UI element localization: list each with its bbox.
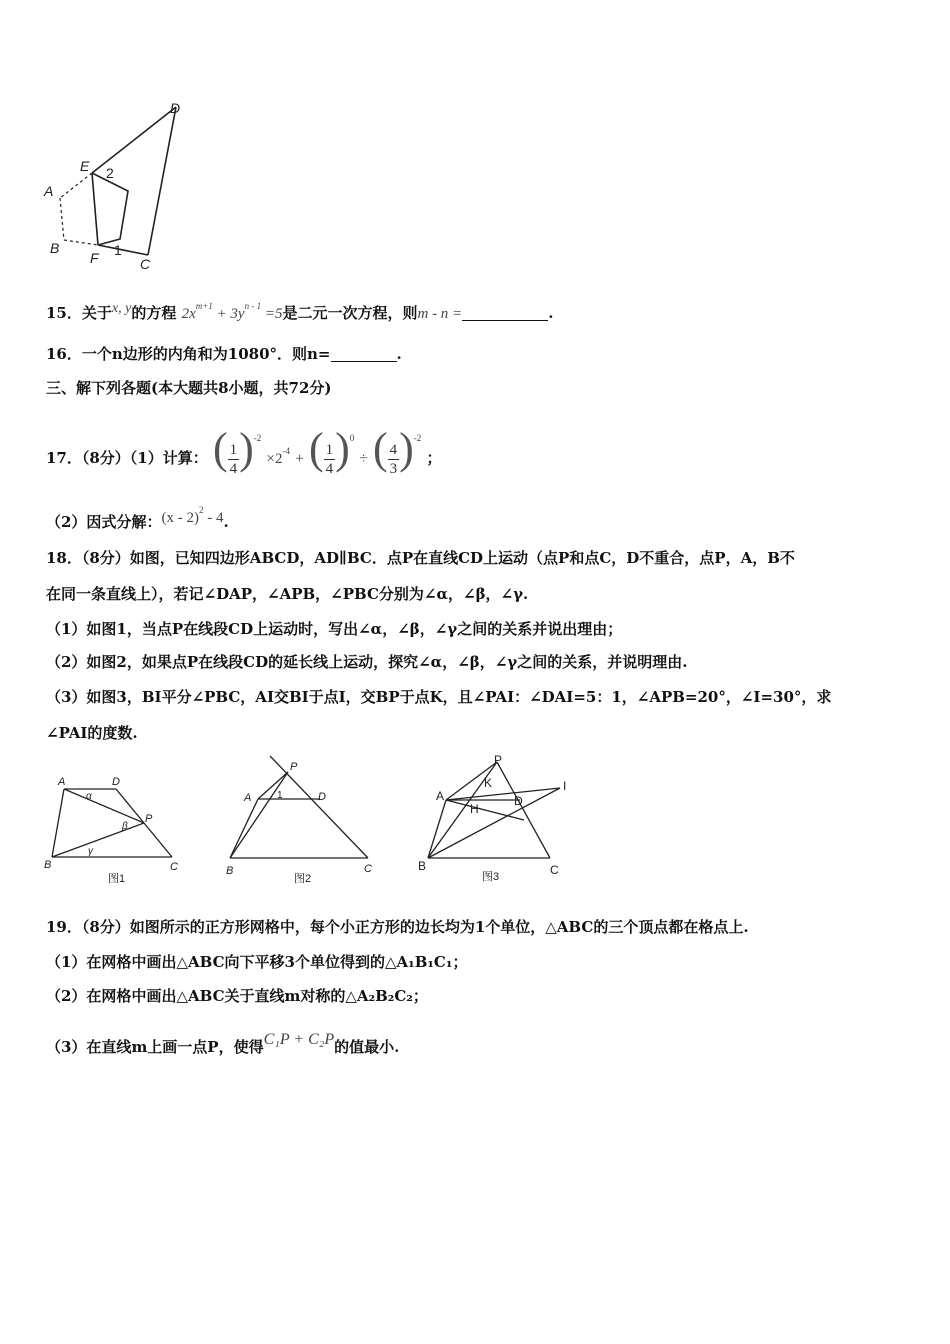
q16-answer-blank[interactable] [331, 347, 397, 362]
fig2-line-PC [270, 756, 368, 858]
exp-4: -2 [413, 433, 422, 443]
q15-equation [181, 301, 283, 322]
q15-rhs: =5 [261, 306, 283, 322]
paren-open-3: ( [372, 424, 388, 473]
q15-expr: m - n = [417, 306, 463, 322]
fig1-label-A: A [58, 776, 66, 788]
fraction-2 [324, 441, 336, 478]
q17-part2-prefix: （2）因式分解： [46, 513, 162, 531]
angle-label-2: 2 [106, 165, 114, 181]
question-16 [46, 344, 402, 364]
fig3-label-K: K [484, 776, 493, 790]
paren-open-2: ( [308, 424, 324, 473]
fig2-label-D: D [318, 791, 326, 803]
fig2-label-B: B [226, 865, 234, 877]
q15-prefix: 15．关于 [46, 304, 112, 322]
exp-1: -2 [253, 433, 262, 443]
question-18-line-3 [46, 619, 622, 639]
section-3-heading [46, 378, 332, 398]
fraction-1-den: 4 [229, 460, 238, 477]
fig1-caption: 图1 [108, 873, 126, 884]
q16-end: . [396, 345, 402, 363]
fig2-line-BP [230, 772, 288, 858]
q18-line6: ∠PAI的度数. [46, 724, 138, 742]
q17-part2-tail: - 4 [203, 510, 224, 526]
fraction-3 [388, 441, 400, 478]
q19-line4-suffix: 的值最小. [334, 1038, 400, 1056]
fig3-label-P: P [494, 753, 503, 767]
q17-prefix: 17．（8分）（1）计算： [46, 449, 208, 467]
q15-term-a: 2x [181, 306, 196, 322]
fig1-label-P: P [145, 813, 153, 825]
q18-line4: （2）如图2，如果点P在线段CD的延长线上运动，探究∠α，∠β，∠γ之间的关系，并说明理由. [46, 653, 688, 671]
question-17-part-2 [46, 500, 229, 532]
dashed-AB [60, 198, 64, 240]
fig1-line-AB [52, 789, 64, 857]
q15-exp-a: m+1 [195, 301, 213, 311]
q19-line4-expr: C₁P + C₂P [263, 1031, 335, 1048]
q19-line1: 19．（8分）如图所示的正方形网格中，每个小正方形的边长均为1个单位，△ABC的三个顶点都在格点上. [46, 918, 749, 936]
fig2-caption: 图2 [294, 873, 312, 884]
label-E: E [80, 158, 90, 174]
figure-quadrilateral-fold [40, 95, 190, 275]
fig1-line-AP [64, 789, 144, 823]
fraction-3-num: 4 [389, 441, 398, 458]
fraction-1 [228, 441, 240, 478]
angle-label-1: 1 [114, 242, 122, 258]
label-C: C [140, 256, 151, 272]
exp-2: -4 [282, 446, 290, 456]
q19-line2: （1）在网格中画出△ABC向下平移3个单位得到的△A₁B₁C₁； [46, 953, 468, 971]
fraction-2-den: 4 [325, 460, 334, 477]
plus-sign: + [295, 451, 304, 467]
q18-line2: 在同一条直线上），若记∠DAP，∠APB，∠PBC分别为∠α，∠β，∠γ. [46, 585, 529, 603]
fig1-label-alpha: α [86, 791, 92, 802]
paren-open-1: ( [212, 424, 228, 473]
dashed-EA [60, 173, 92, 198]
fig1-label-C: C [170, 861, 178, 873]
q15-vars: x, y [111, 301, 132, 316]
q19-line3: （2）在网格中画出△ABC关于直线m对称的△A₂B₂C₂； [46, 987, 428, 1005]
fraction-1-num: 1 [229, 441, 238, 458]
q17-part2-exp: 2 [198, 505, 204, 515]
figure-2 [220, 752, 390, 884]
label-B: B [50, 240, 60, 256]
divide-sign: ÷ [359, 451, 368, 467]
question-18-line-1 [46, 548, 795, 568]
fig3-label-D: D [514, 794, 523, 808]
question-17 [46, 414, 442, 477]
fig3-label-C: C [550, 863, 559, 877]
figure-1 [40, 772, 190, 884]
paren-close-1: ) [239, 424, 254, 473]
paren-close-3: ) [399, 424, 414, 473]
fig1-label-beta: β [122, 821, 128, 832]
line-ED [92, 107, 176, 173]
q15-end: . [548, 304, 554, 322]
label-A: A [44, 183, 54, 199]
fig2-label-P: P [290, 761, 298, 773]
q19-line4-prefix: （3）在直线m上画一点P，使得 [46, 1038, 264, 1056]
fig2-line-AB [230, 799, 258, 858]
fraction-3-den: 3 [389, 460, 398, 477]
fig1-label-D: D [112, 776, 120, 788]
q16-text: 16．一个n边形的内角和为1080°．则n= [46, 345, 331, 363]
question-19-line-1 [46, 917, 749, 937]
question-18-line-6 [46, 723, 138, 743]
question-18-line-2 [46, 584, 528, 604]
dashed-BF [64, 240, 98, 245]
line-DC [148, 107, 176, 255]
fig3-label-I: I [563, 779, 567, 793]
label-D: D [170, 100, 181, 116]
fig1-label-B: B [44, 859, 52, 871]
fig3-label-B: B [418, 859, 427, 873]
fig3-line-PC [497, 762, 550, 858]
line-FC [98, 245, 148, 255]
section-3-text: 三、解下列各题(本大题共8小题，共72分) [46, 379, 332, 397]
figure-3 [410, 752, 580, 884]
paren-close-2: ) [335, 424, 350, 473]
question-19-line-4 [46, 1030, 399, 1057]
question-19-line-3 [46, 986, 428, 1006]
q17-end: ； [426, 449, 442, 467]
fig2-label-C: C [364, 863, 372, 875]
q15-term-b: + 3y [212, 306, 245, 322]
fig3-label-A: A [436, 789, 445, 803]
question-19-line-2 [46, 952, 467, 972]
label-F: F [90, 250, 99, 266]
fig3-caption: 图3 [482, 871, 500, 883]
q18-line3: （1）如图1，当点P在线段CD上运动时，写出∠α，∠β，∠γ之间的关系并说出理由； [46, 620, 623, 638]
line-EF [92, 173, 98, 245]
fig1-label-gamma: γ [88, 846, 93, 857]
q15-answer-blank[interactable] [462, 306, 548, 321]
question-15 [46, 296, 553, 324]
q17-part2-base: (x - 2) [161, 510, 199, 526]
q18-line5: （3）如图3，BI平分∠PBC，AI交BI于点I，交BP于点K，且∠PAI：∠DAI=5：1，∠APB=20°，∠I=30°，求 [46, 688, 832, 706]
q18-line1: 18．（8分）如图，已知四边形ABCD，AD∥BC．点P在直线CD上运动（点P和点C，D不重合，点P，A，B不 [46, 549, 795, 567]
fig2-label-1: 1 [277, 790, 283, 801]
times-2: ×2 [266, 451, 283, 467]
q15-mid2: 是二元一次方程，则 [282, 304, 418, 322]
exp-3: 0 [349, 433, 355, 443]
question-18-line-5 [46, 687, 831, 707]
fig2-label-A: A [244, 792, 252, 804]
fig3-line-AI [446, 788, 560, 800]
q17-part2-end: . [223, 513, 229, 531]
fig3-label-H: H [470, 802, 479, 816]
fraction-2-num: 1 [325, 441, 334, 458]
q15-exp-b: n - 1 [244, 301, 262, 311]
question-18-line-4 [46, 652, 687, 672]
q17-part2-expr [161, 505, 224, 526]
fig1-line-BP [52, 823, 144, 857]
q15-mid: 的方程 [131, 304, 177, 322]
